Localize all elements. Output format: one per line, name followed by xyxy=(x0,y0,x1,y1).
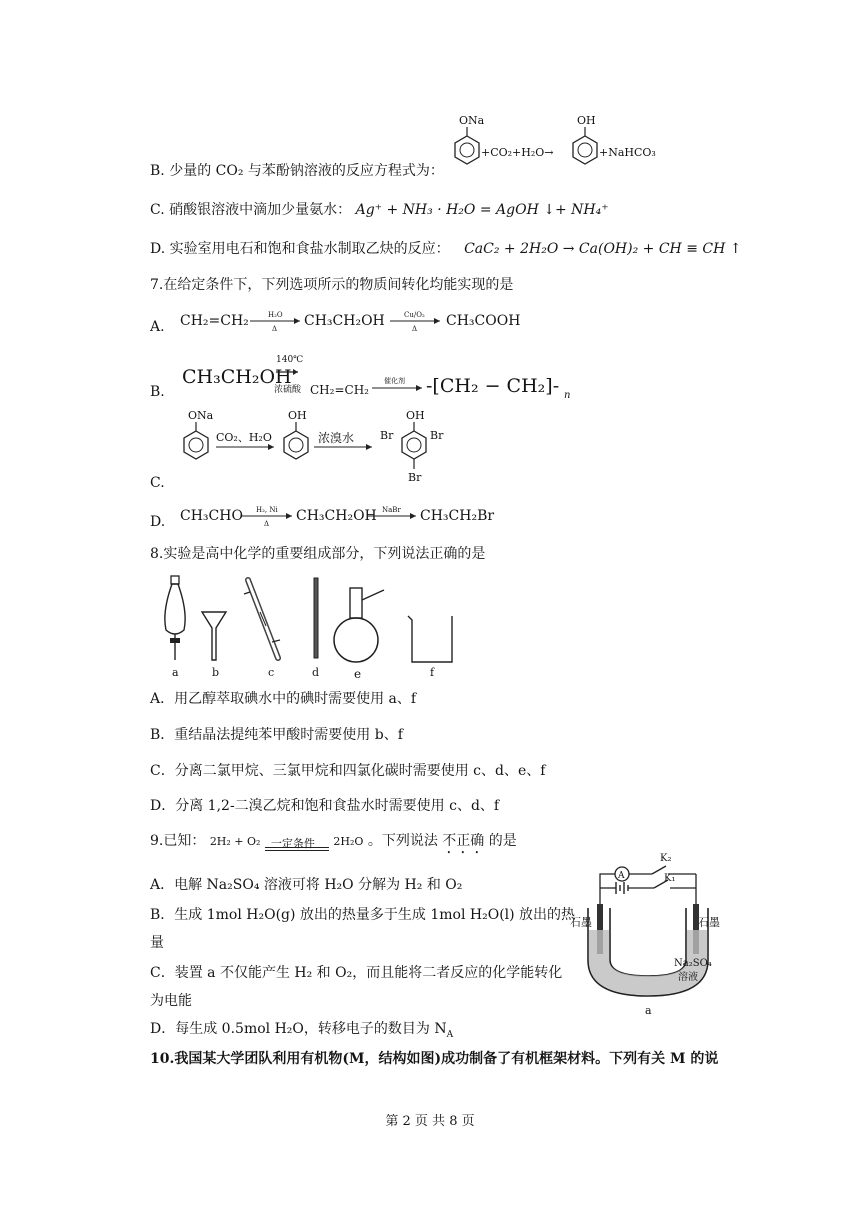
solution-label-line1: Na₂SO₄ xyxy=(674,958,712,969)
q7-a-start: CH₂=CH₂ xyxy=(180,313,249,329)
q7-b-start: CH₃CH₂OH xyxy=(182,366,292,388)
q7-d-arrow1-bottom: Δ xyxy=(264,520,270,528)
q9-option-d xyxy=(150,1020,453,1044)
q7-b-cond-top: 140℃ xyxy=(276,355,304,365)
q9-option-c-line2: 为电能 xyxy=(150,993,192,1009)
q7-c-arrow1-label: CO₂、H₂O xyxy=(216,431,272,444)
q9-eq-right: 2H₂O xyxy=(333,835,364,848)
q9-option-d-text: D．每生成 0.5mol H₂O，转移电子的数目为 N xyxy=(150,1021,447,1037)
q7-stem: 7.在给定条件下，下列选项所示的物质间转化均能实现的是 xyxy=(150,277,514,293)
q6-option-b-equation xyxy=(445,112,695,172)
q7-b-arrow-top: 催化剂 xyxy=(384,377,405,385)
q6-option-d-equation: CaC₂ + 2H₂O → Ca(OH)₂ + CH ≡ CH ↑ xyxy=(464,241,742,257)
q8-option-c: C．分离二氯甲烷、三氯甲烷和四氯化碳时需要使用 c、d、e、f xyxy=(150,763,546,779)
q7-option-c xyxy=(150,405,490,495)
distillation-flask-icon xyxy=(334,588,384,662)
q8-apparatus-figure xyxy=(150,572,510,682)
page-footer: 第 2 页 共 8 页 xyxy=(385,1114,475,1129)
q7-b-cond-bottom: 浓硫酸 xyxy=(274,385,302,395)
q7-d-start: CH₃CHO xyxy=(180,508,243,524)
q9-option-c-line1: C．装置 a 不仅能产生 H₂ 和 O₂，而且能将二者反应的化学能转化 xyxy=(150,965,563,981)
q9-option-b-line1: B．生成 1mol H₂O(g) 放出的热量多于生成 1mol H₂O(l) 放出的热 xyxy=(150,907,576,923)
q9-eq-cond: 一定条件 xyxy=(270,837,315,850)
label-f: f xyxy=(430,666,435,679)
q7-b-mid: CH₂=CH₂ xyxy=(310,383,369,397)
q9-option-d-sub: A xyxy=(446,1029,454,1040)
q7-c-label: C. xyxy=(150,475,165,491)
thermometer-icon xyxy=(314,578,318,658)
q10-stem: 10.我国某大学团队利用有机物(M，结构如图)成功制备了有机框架材料。下列有关 M 的说 xyxy=(150,1051,719,1067)
right-electrode-label: 石墨 xyxy=(698,916,720,929)
q7-c-oh1: OH xyxy=(288,409,307,422)
q6-option-c xyxy=(150,201,609,219)
q7-c-br-bottom: Br xyxy=(408,471,422,484)
ona-label: ONa xyxy=(459,114,485,127)
q9-stem xyxy=(150,832,517,857)
q9-option-a: A．电解 Na₂SO₄ 溶液可将 H₂O 分解为 H₂ 和 O₂ xyxy=(150,877,463,893)
q6-option-b-text: B. 少量的 CO₂ 与苯酚钠溶液的反应方程式为： xyxy=(150,163,444,179)
q8-stem: 8.实验是高中化学的重要组成部分，下列说法正确的是 xyxy=(150,546,486,562)
switch-k2-label: K₂ xyxy=(660,853,672,864)
electrolysis-apparatus-figure xyxy=(570,848,730,1018)
label-c: c xyxy=(268,666,275,679)
q6-option-c-equation: Ag⁺ + NH₃ · H₂O = AgOH ↓+ NH₄⁺ xyxy=(355,202,609,218)
q9-stem-suffix: 。下列说法 xyxy=(367,833,438,849)
q7-a-label: A. xyxy=(150,319,165,335)
q9-option-b-line2: 量 xyxy=(150,935,164,951)
label-e: e xyxy=(354,667,362,681)
left-electrode-label: 石墨 xyxy=(570,916,592,929)
label-b: b xyxy=(212,666,220,679)
funnel-icon xyxy=(202,612,226,660)
q9-stem-prefix: 9.已知： xyxy=(150,833,206,849)
q7-a-arrow2-bottom: Δ xyxy=(412,325,418,333)
switch-k1-label: K₁ xyxy=(664,873,676,884)
q7-c-arrow2-label: 浓溴水 xyxy=(318,431,355,445)
q8-option-b: B．重结晶法提纯苯甲酸时需要使用 b、f xyxy=(150,727,403,743)
q9-eq-arrow xyxy=(265,837,329,857)
benzene-ring-icon xyxy=(184,431,208,459)
q9-stem-emphasis: 不正确 xyxy=(442,833,485,849)
q7-a-arrow1-top: H₂O xyxy=(268,311,283,319)
oh-label: OH xyxy=(577,114,596,127)
reactants-label: +CO₂+H₂O→ xyxy=(481,146,554,159)
q7-c-br-right: Br xyxy=(430,429,444,442)
nahco3-label: +NaHCO₃ xyxy=(599,146,656,159)
q7-a-arrow1-bottom: Δ xyxy=(272,325,278,333)
q8-option-d: D．分离 1,2-二溴乙烷和饱和食盐水时需要使用 c、d、f xyxy=(150,798,500,814)
separatory-funnel-icon xyxy=(165,576,185,660)
solution-label-line2: 溶液 xyxy=(678,972,698,983)
q7-d-mid: CH₃CH₂OH xyxy=(296,508,377,524)
q7-a-end: CH₃COOH xyxy=(446,313,521,329)
q7-d-arrow1-top: H₂, Ni xyxy=(256,506,278,514)
q7-d-end: CH₃CH₂Br xyxy=(420,508,495,524)
q7-b-end: -[CH₂ − CH₂]- xyxy=(426,375,560,397)
q7-a-arrow2-top: Cu/O₂ xyxy=(404,311,425,319)
condenser-icon xyxy=(244,580,280,658)
label-d: d xyxy=(312,666,320,679)
q7-d-arrow2-top: NaBr xyxy=(382,506,401,514)
benzene-ring-icon xyxy=(573,136,597,164)
q8-option-a: A．用乙醇萃取碘水中的碘时需要使用 a、f xyxy=(150,691,417,707)
beaker-icon xyxy=(408,616,452,662)
apparatus-a-label: a xyxy=(645,1004,652,1017)
q7-c-br-left: Br xyxy=(380,429,394,442)
q7-b-label: B. xyxy=(150,384,165,400)
benzene-ring-icon xyxy=(284,431,308,459)
label-a: a xyxy=(172,666,179,679)
q7-a-mid: CH₃CH₂OH xyxy=(304,313,385,329)
ammeter-label: A xyxy=(618,871,625,881)
q7-c-oh2: OH xyxy=(406,409,425,422)
q7-option-d xyxy=(150,502,550,532)
q7-b-end-n: n xyxy=(564,390,571,401)
q9-stem-end: 的是 xyxy=(488,833,517,849)
q9-eq-left: 2H₂ + O₂ xyxy=(209,835,261,848)
benzene-ring-icon xyxy=(402,431,426,459)
q6-option-c-text: C. 硝酸银溶液中滴加少量氨水： xyxy=(150,202,352,218)
q7-option-a xyxy=(150,305,550,337)
q6-option-d xyxy=(150,240,742,258)
q7-c-ona: ONa xyxy=(188,409,214,422)
q7-d-label: D. xyxy=(150,514,166,530)
benzene-ring-icon xyxy=(455,136,479,164)
q6-option-d-text: D. 实验室用电石和饱和食盐水制取乙炔的反应： xyxy=(150,241,450,257)
q7-option-b xyxy=(150,350,600,400)
